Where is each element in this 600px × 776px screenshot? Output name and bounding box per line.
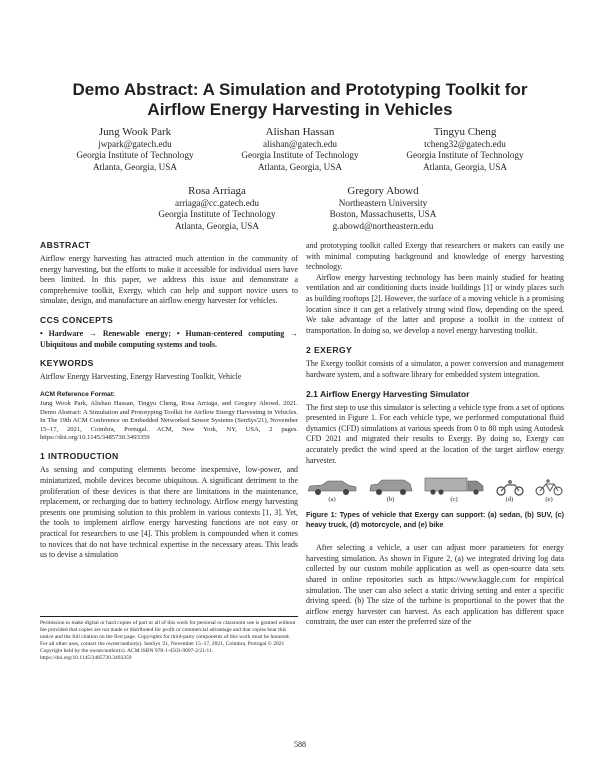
title-line-2: Airflow Energy Harvesting in Vehicles — [147, 100, 453, 119]
author-affiliation: Georgia Institute of Technology — [76, 150, 194, 161]
author-name: Tingyu Cheng — [433, 126, 497, 138]
author-email: tcheng32@gatech.edu — [424, 139, 506, 149]
author-block — [225, 126, 375, 173]
author-location: Boston, Massachusetts, USA — [329, 209, 437, 220]
author-name: Rosa Arriaga — [188, 185, 246, 197]
left-column — [40, 240, 298, 561]
vehicle-motorcycle — [495, 478, 525, 504]
keywords-text: Airflow Energy Harvesting, Energy Harvesting Toolkit, Vehicle — [40, 372, 242, 382]
acm-reference-text: Jung Wook Park, Alishan Hassan, Tingyu Cheng, Rosa Arriaga, and Gregory Abowd. 2021. Demo Abstract: A Simulation and Prototyping Toolkit for Airflow Energy Harvesting in Vehicles. In The 19th ACM Conference on Embedded Networked Sensor Systems (SenSys'21), November 15–17, 2021, Coimbra, Portugal. ACM, New York, NY, USA, 2 pages. https://doi.org/10.1145/3485730.3493359 — [40, 400, 298, 441]
author-location: Atlanta, Georgia, USA — [174, 220, 260, 231]
acm-reference-heading: ACM Reference Format: — [40, 390, 116, 398]
author-affiliation: Northeastern University — [338, 198, 428, 208]
vehicle-label: (d) — [505, 496, 514, 504]
vehicle-label: (c) — [450, 496, 458, 504]
author-email: alishan@gatech.edu — [262, 139, 338, 149]
sedan-icon — [306, 478, 358, 496]
vehicle-heavy-truck — [423, 476, 485, 504]
introduction-text: As sensing and computing elements become inexpensive, low-power, and miniaturized, mobile devices become ubiquitous. A significant detriment to the proliferation of these devices is that there are limitations in the maintenance, replacement, or recharging due to battery technology. Airflow energy harvesting presents one promising solution to this problem in various contexts [1, 3]. Yet, the tools to implement airflow energy harvesting functions are not easy or practical for researchers to use [4]. This problem is compounded when it comes to novices that do not have technical expertise in the necessary areas. This leads us to devise a simulation — [40, 465, 298, 560]
figure-caption: Figure 1: Types of vehicle that Exergy can support: (a) sedan, (b) SUV, (c) heavy truck, (d) motorcycle, and (e) bike — [306, 510, 564, 529]
ccs-heading: CCS CONCEPTS — [40, 314, 114, 325]
simulator-text: The first step to use this simulator is selecting a vehicle type from a set of options presented in Figure 1. For each vehicle type, we performed computational fluid dynamics (CFD) simulations at various speeds from 0 to 80 mph using Autodesk CFD 2021 and migrated their results to Exergy. By doing so, Exergy can accurately predict the wind speed at the location of the target airflow energy harvester. — [306, 402, 564, 465]
author-block — [308, 185, 458, 232]
keywords-heading: KEYWORDS — [40, 358, 94, 369]
author-affiliation: Georgia Institute of Technology — [158, 209, 276, 220]
title-line-1: Demo Abstract: A Simulation and Prototyping Toolkit for — [72, 80, 528, 99]
author-location: Atlanta, Georgia, USA — [257, 161, 343, 172]
right-column — [306, 241, 564, 628]
author-email: g.abowd@northeastern.edu — [332, 220, 434, 231]
author-location: Atlanta, Georgia, USA — [92, 161, 178, 172]
vehicle-label: (b) — [386, 496, 395, 504]
ccs-text: • Hardware → Renewable energy; • Human-centered computing → Ubiquitous and mobile computing systems and tools. — [40, 328, 298, 349]
author-block — [60, 126, 210, 173]
author-affiliation: Georgia Institute of Technology — [406, 150, 524, 161]
paper-title — [40, 80, 560, 120]
exergy-text: The Exergy toolkit consists of a simulator, a power conversion and management hardware system, and a software library for embedded system integration. — [306, 359, 564, 379]
exergy-heading: 2 EXERGY — [306, 345, 353, 356]
abstract-text: Airflow energy harvesting has attracted much attention in the community of energy harvesting, but the efforts to make it accessible for individual users have been limited. In this paper, we address this issue and demonstrate a comprehensive toolkit, Exergy, which can help and support novice users to simulate, design, and manufacture an airflow energy harvester for vehicles. — [40, 254, 298, 306]
author-location: Atlanta, Georgia, USA — [422, 161, 508, 172]
author-email: jwpark@gatech.edu — [98, 139, 172, 149]
simulator-heading: 2.1 Airflow Energy Harvesting Simulator — [306, 388, 470, 399]
vehicle-bike — [534, 478, 564, 504]
permission-notice: Permission to make digital or hard copies of part or all of this work for personal or classroom use is granted without fee provided that copies are not made or distributed for profit or commercial advantage and that copies bear this notice and the full citation on the first page. Copyrights for third-party components of this work must be honored. For all other uses, contact the owner/author(s). SenSys '21, November 15–17, 2021, Coimbra, Portugal © 2021 Copyright held by the owner/author(s). ACM ISBN 978-1-4503-9097-2/21/11. https://doi.org/10.1145/3485730.3493359 — [40, 616, 298, 663]
figure-vehicles — [306, 478, 564, 504]
author-email: arriaga@cc.gatech.edu — [175, 198, 259, 208]
author-block — [142, 185, 292, 232]
paragraph: After selecting a vehicle, a user can adjust more parameters for energy harvesting simulation. As shown in Figure 2, (a) we integrated driving log data collected by our custom mobile application as well as open-source data sets shared in online repositories such as https://www.kaggle.com for empirical simulation. The user can also select a static driving setting and enter a specific driving speed. (b) The size of the turbine is proportional to the power that the airflow energy harvester can harvest. As each application has different space constrain, the user can enter the preferred size of the — [306, 543, 564, 627]
abstract-heading: ABSTRACT — [40, 240, 91, 250]
motorcycle-icon — [495, 478, 525, 496]
suv-icon — [368, 478, 414, 496]
author-name: Jung Wook Park — [98, 126, 172, 138]
vehicle-label: (a) — [328, 496, 336, 504]
page-number: 588 — [294, 740, 306, 749]
author-name: Gregory Abowd — [347, 185, 419, 197]
vehicle-label: (e) — [545, 496, 553, 504]
bike-icon — [534, 478, 564, 496]
author-name: Alishan Hassan — [265, 126, 335, 138]
paragraph: and prototyping toolkit called Exergy that researchers or makers can easily use with minimal computing background and knowledge of energy harvesting technology. — [306, 241, 564, 272]
vehicle-sedan — [306, 478, 358, 504]
paragraph: Airflow energy harvesting technology has been mainly studied for heating ventilation and air conditioning ducts inside buildings [1] or windy places such as building rooftops [2]. However, the surface of a moving vehicle is a promising location since it can get a relatively strong wind flow, depending on the speed. We take advantage of the latter and propose a toolkit in the context of transportation. In doing so, we develop a novel energy harvesting toolkit. — [306, 272, 564, 335]
introduction-heading: 1 INTRODUCTION — [40, 451, 119, 462]
author-affiliation: Georgia Institute of Technology — [241, 150, 359, 161]
heavy-truck-icon — [423, 476, 485, 496]
vehicle-suv — [368, 478, 414, 504]
author-block — [390, 126, 540, 173]
